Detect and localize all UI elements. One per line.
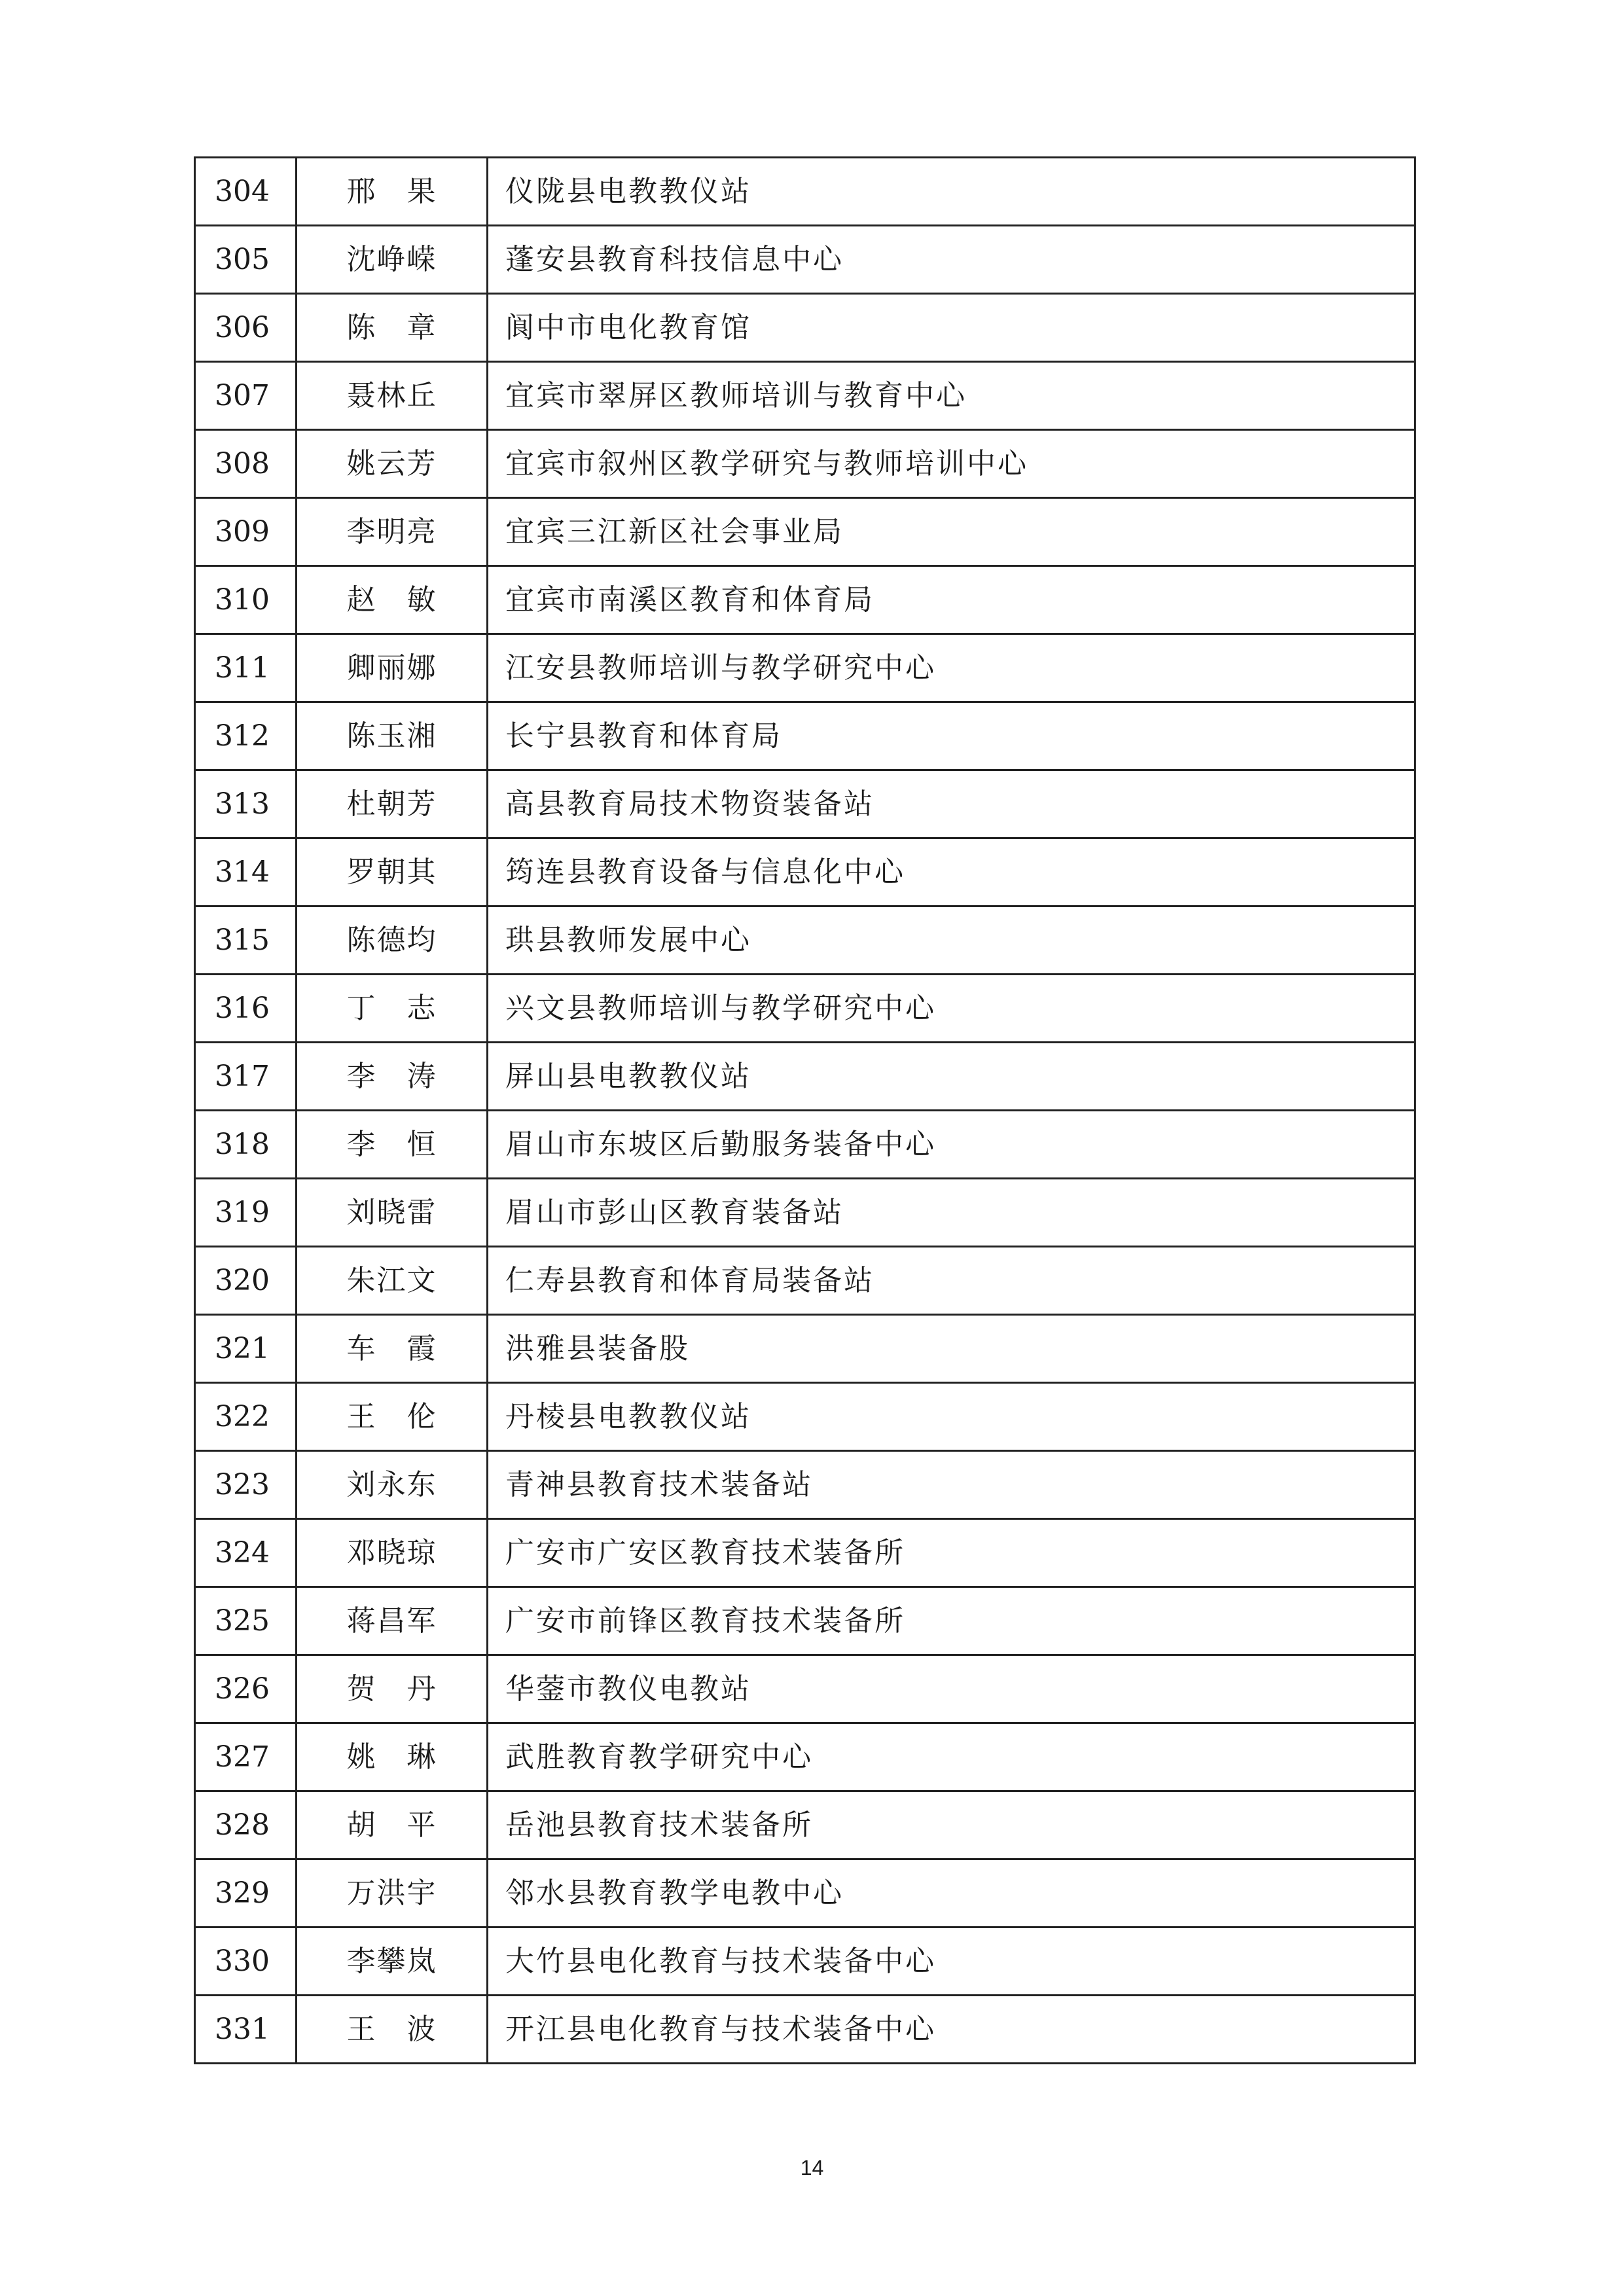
work-unit-cell: 邻水县教育教学电教中心 — [488, 1859, 1415, 1928]
row-number-cell: 312 — [195, 702, 297, 770]
person-name-cell: 赵 敏 — [297, 566, 488, 634]
work-unit-cell: 宜宾市翠屏区教师培训与教育中心 — [488, 362, 1415, 430]
table-row — [195, 975, 1415, 1043]
table-row — [195, 906, 1415, 975]
row-number-cell: 310 — [195, 566, 297, 634]
person-name-cell: 丁 志 — [297, 975, 488, 1043]
row-number-cell: 313 — [195, 770, 297, 838]
work-unit-cell: 广安市广安区教育技术装备所 — [488, 1519, 1415, 1587]
table-row — [195, 1383, 1415, 1451]
row-number-cell: 320 — [195, 1247, 297, 1315]
row-number-cell: 317 — [195, 1043, 297, 1111]
table-row — [195, 1587, 1415, 1655]
work-unit-cell: 洪雅县装备股 — [488, 1315, 1415, 1383]
table-row — [195, 1179, 1415, 1247]
table-row — [195, 1111, 1415, 1179]
row-number-cell: 324 — [195, 1519, 297, 1587]
page-number: 14 — [800, 2156, 824, 2179]
table-row — [195, 1043, 1415, 1111]
table-row — [195, 702, 1415, 770]
row-number-cell: 311 — [195, 634, 297, 702]
work-unit-cell: 广安市前锋区教育技术装备所 — [488, 1587, 1415, 1655]
work-unit-cell: 珙县教师发展中心 — [488, 906, 1415, 975]
table-row — [195, 226, 1415, 294]
person-name-cell: 李 涛 — [297, 1043, 488, 1111]
roster-table-body — [195, 158, 1415, 2064]
row-number-cell: 319 — [195, 1179, 297, 1247]
row-number-cell: 321 — [195, 1315, 297, 1383]
person-name-cell: 贺 丹 — [297, 1655, 488, 1723]
person-name-cell: 李攀岚 — [297, 1928, 488, 1996]
work-unit-cell: 宜宾市叙州区教学研究与教师培训中心 — [488, 430, 1415, 498]
work-unit-cell: 丹棱县电教教仪站 — [488, 1383, 1415, 1451]
row-number-cell: 304 — [195, 158, 297, 226]
person-name-cell: 聂林丘 — [297, 362, 488, 430]
work-unit-cell: 阆中市电化教育馆 — [488, 294, 1415, 362]
person-name-cell: 罗朝其 — [297, 838, 488, 906]
person-name-cell: 刘永东 — [297, 1451, 488, 1519]
row-number-cell: 314 — [195, 838, 297, 906]
row-number-cell: 330 — [195, 1928, 297, 1996]
work-unit-cell: 江安县教师培训与教学研究中心 — [488, 634, 1415, 702]
person-name-cell: 杜朝芳 — [297, 770, 488, 838]
person-name-cell: 王 伦 — [297, 1383, 488, 1451]
work-unit-cell: 武胜教育教学研究中心 — [488, 1723, 1415, 1791]
table-row — [195, 838, 1415, 906]
work-unit-cell: 岳池县教育技术装备所 — [488, 1791, 1415, 1859]
person-name-cell: 李 恒 — [297, 1111, 488, 1179]
row-number-cell: 322 — [195, 1383, 297, 1451]
work-unit-cell: 仁寿县教育和体育局装备站 — [488, 1247, 1415, 1315]
table-row — [195, 1655, 1415, 1723]
row-number-cell: 309 — [195, 498, 297, 566]
person-name-cell: 陈德均 — [297, 906, 488, 975]
work-unit-cell: 蓬安县教育科技信息中心 — [488, 226, 1415, 294]
table-row — [195, 158, 1415, 226]
row-number-cell: 328 — [195, 1791, 297, 1859]
work-unit-cell: 眉山市彭山区教育装备站 — [488, 1179, 1415, 1247]
row-number-cell: 305 — [195, 226, 297, 294]
row-number-cell: 327 — [195, 1723, 297, 1791]
person-name-cell: 姚 琳 — [297, 1723, 488, 1791]
roster-table — [194, 156, 1416, 2064]
person-name-cell: 李明亮 — [297, 498, 488, 566]
row-number-cell: 318 — [195, 1111, 297, 1179]
table-row — [195, 770, 1415, 838]
row-number-cell: 325 — [195, 1587, 297, 1655]
table-row — [195, 1723, 1415, 1791]
person-name-cell: 卿丽娜 — [297, 634, 488, 702]
person-name-cell: 车 霞 — [297, 1315, 488, 1383]
person-name-cell: 朱江文 — [297, 1247, 488, 1315]
work-unit-cell: 宜宾市南溪区教育和体育局 — [488, 566, 1415, 634]
row-number-cell: 323 — [195, 1451, 297, 1519]
row-number-cell: 326 — [195, 1655, 297, 1723]
table-row — [195, 430, 1415, 498]
work-unit-cell: 华蓥市教仪电教站 — [488, 1655, 1415, 1723]
person-name-cell: 陈玉湘 — [297, 702, 488, 770]
row-number-cell: 306 — [195, 294, 297, 362]
work-unit-cell: 高县教育局技术物资装备站 — [488, 770, 1415, 838]
work-unit-cell: 开江县电化教育与技术装备中心 — [488, 1996, 1415, 2064]
person-name-cell: 刘晓雷 — [297, 1179, 488, 1247]
table-row — [195, 1791, 1415, 1859]
table-row — [195, 362, 1415, 430]
work-unit-cell: 仪陇县电教教仪站 — [488, 158, 1415, 226]
row-number-cell: 331 — [195, 1996, 297, 2064]
work-unit-cell: 屏山县电教教仪站 — [488, 1043, 1415, 1111]
table-row — [195, 1451, 1415, 1519]
work-unit-cell: 兴文县教师培训与教学研究中心 — [488, 975, 1415, 1043]
row-number-cell: 316 — [195, 975, 297, 1043]
table-row — [195, 294, 1415, 362]
person-name-cell: 万洪宇 — [297, 1859, 488, 1928]
person-name-cell: 陈 章 — [297, 294, 488, 362]
work-unit-cell: 眉山市东坡区后勤服务装备中心 — [488, 1111, 1415, 1179]
person-name-cell: 胡 平 — [297, 1791, 488, 1859]
row-number-cell: 307 — [195, 362, 297, 430]
table-row — [195, 1996, 1415, 2064]
table-row — [195, 498, 1415, 566]
row-number-cell: 308 — [195, 430, 297, 498]
person-name-cell: 王 波 — [297, 1996, 488, 2064]
person-name-cell: 沈峥嵘 — [297, 226, 488, 294]
work-unit-cell: 筠连县教育设备与信息化中心 — [488, 838, 1415, 906]
row-number-cell: 329 — [195, 1859, 297, 1928]
person-name-cell: 姚云芳 — [297, 430, 488, 498]
work-unit-cell: 长宁县教育和体育局 — [488, 702, 1415, 770]
table-row — [195, 1859, 1415, 1928]
table-row — [195, 1247, 1415, 1315]
table-row — [195, 566, 1415, 634]
person-name-cell: 邢 果 — [297, 158, 488, 226]
work-unit-cell: 青神县教育技术装备站 — [488, 1451, 1415, 1519]
work-unit-cell: 大竹县电化教育与技术装备中心 — [488, 1928, 1415, 1996]
table-row — [195, 1519, 1415, 1587]
table-row — [195, 1928, 1415, 1996]
row-number-cell: 315 — [195, 906, 297, 975]
person-name-cell: 蒋昌军 — [297, 1587, 488, 1655]
work-unit-cell: 宜宾三江新区社会事业局 — [488, 498, 1415, 566]
table-row — [195, 634, 1415, 702]
table-row — [195, 1315, 1415, 1383]
person-name-cell: 邓晓琼 — [297, 1519, 488, 1587]
